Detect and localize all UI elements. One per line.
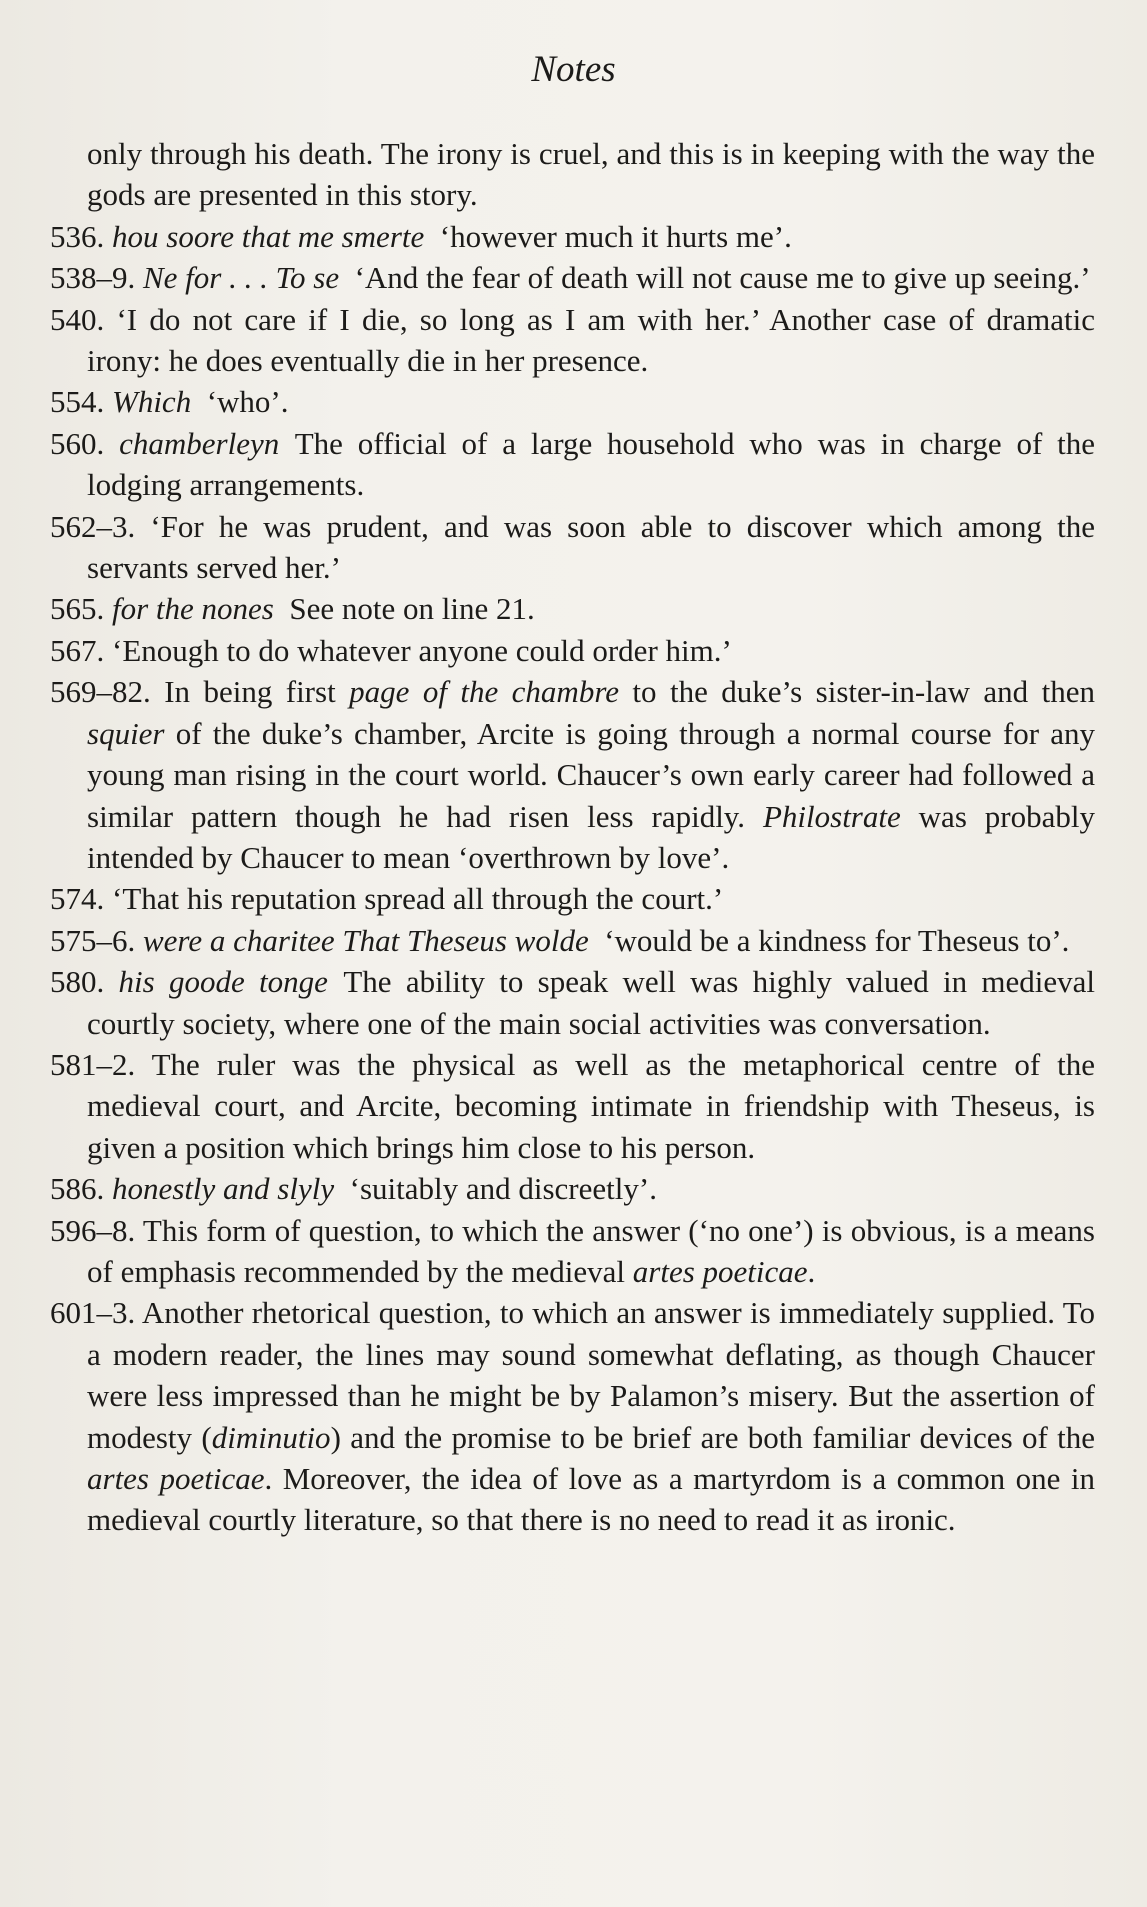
note-gloss: ‘suitably and discreetly’. xyxy=(349,1171,657,1207)
note-lemma: for the nones xyxy=(112,591,274,627)
note-line-number: 596–8. xyxy=(50,1212,136,1248)
note-entry xyxy=(50,423,1095,506)
note-gloss: ‘For he was prudent, and was soon able to discover which among the servants served her.’ xyxy=(87,508,1095,586)
note-line-number: 536. xyxy=(50,218,105,254)
note-entry xyxy=(50,961,1095,1044)
note-lemma: his goode tonge xyxy=(118,964,328,1000)
note-line-number: 580. xyxy=(50,964,105,1000)
note-entry xyxy=(50,878,1095,919)
note-line-number: 601–3. xyxy=(50,1295,136,1331)
note-entry xyxy=(50,1044,1095,1168)
note-gloss: The ruler was the physical as well as the metaphorical centre of the medieval court, and Arcite, becoming intimate in friendship with Theseus, is given a position which brings him close to his person. xyxy=(87,1046,1095,1165)
note-text: . xyxy=(807,1253,816,1289)
note-entry xyxy=(50,506,1095,589)
note-entry xyxy=(50,216,1095,257)
note-line-number: 575–6. xyxy=(50,922,136,958)
note-entry xyxy=(50,1292,1095,1540)
note-entry xyxy=(50,920,1095,961)
note-line-number: 562–3. xyxy=(50,508,136,544)
note-gloss: ‘however much it hurts me’. xyxy=(439,218,792,254)
note-line-number: 586. xyxy=(50,1171,105,1207)
note-italic-term: diminutio xyxy=(211,1419,331,1455)
note-line-number: 540. xyxy=(50,301,105,337)
note-italic-term: squier xyxy=(87,715,165,751)
note-entry xyxy=(50,257,1095,298)
note-lemma: Which xyxy=(112,384,192,420)
notes-body xyxy=(50,133,1095,1541)
note-line-number: 560. xyxy=(50,425,105,461)
note-text: Another rhetorical question, to which an answer is immediately supplied. To a modern reader, the lines may sound somewhat deflating, as though Chaucer were less impressed than he might be by Palamon’s misery. But the assertion of modesty ( xyxy=(87,1295,1095,1455)
note-entry xyxy=(50,1210,1095,1293)
note-italic-term: artes poeticae xyxy=(632,1253,808,1289)
note-gloss: The ability to speak well was highly valued in medieval courtly society, where one of the main social activities was conversation. xyxy=(87,964,1095,1041)
note-line-number: 554. xyxy=(50,384,105,420)
note-italic-term: Philostrate xyxy=(762,798,901,834)
note-entry xyxy=(50,381,1095,422)
note-italic-term: artes poeticae xyxy=(87,1461,265,1496)
continuation-paragraph: only through his death. The irony is cruel, and this is in keeping with the way the gods are presented in this story. xyxy=(87,136,1095,213)
note-text: to the duke’s sister-in-law and then xyxy=(619,674,1095,710)
note-entry xyxy=(50,630,1095,671)
note-gloss: ‘That his reputation spread all through the court.’ xyxy=(112,881,724,917)
note-lemma: Ne for . . . To se xyxy=(143,260,340,296)
note-gloss: ‘I do not care if I die, so long as I am with her.’ Another case of dramatic irony: he does eventually die in her presence. xyxy=(87,301,1096,379)
note-text: In being first xyxy=(164,674,350,710)
note-entry xyxy=(50,1168,1095,1209)
note-gloss: ‘And the fear of death will not cause me to give up seeing.’ xyxy=(354,260,1091,296)
note-lemma: chamberleyn xyxy=(119,425,280,461)
note-gloss: ‘Enough to do whatever anyone could order him.’ xyxy=(112,632,732,668)
note-line-number: 574. xyxy=(50,881,105,917)
note-lemma: were a charitee That Theseus wolde xyxy=(143,922,589,958)
note-lemma: honestly and slyly xyxy=(112,1171,335,1207)
note-entry xyxy=(50,671,1095,878)
note-text: This form of question, to which the answer (‘no one’) is obvious, is a means of emphasis recommended by the medieval xyxy=(87,1212,1095,1289)
note-line-number: 569–82. xyxy=(50,674,151,710)
note-gloss: The official of a large household who was in charge of the lodging arrangements. xyxy=(87,425,1096,503)
note-entry xyxy=(50,588,1095,629)
running-head: Notes xyxy=(531,49,616,90)
note-line-number: 581–2. xyxy=(50,1046,136,1082)
note-entry xyxy=(50,299,1095,382)
note-gloss: See note on line 21. xyxy=(289,591,535,627)
note-text: was probably intended by Chaucer to mean ‘overthrown by love’. xyxy=(87,798,1095,875)
note-line-number: 565. xyxy=(50,591,105,627)
note-text: . Moreover, the idea of love as a martyrdom is a common one in medieval courtly literature, so that there is no need to read it as ironic. xyxy=(87,1461,1095,1538)
note-text: of the duke’s chamber, Arcite is going through a normal course for any young man rising in the court world. Chaucer’s own early career had followed a similar pattern though he had risen less rapidly. xyxy=(87,715,1095,834)
note-line-number: 538–9. xyxy=(50,260,136,296)
note-lemma: hou soore that me smerte xyxy=(112,218,425,254)
note-gloss: ‘who’. xyxy=(206,384,289,420)
note-line-number: 567. xyxy=(50,632,105,668)
note-italic-term: page of the chambre xyxy=(349,674,619,710)
note-gloss: ‘would be a kindness for Theseus to’. xyxy=(604,922,1070,958)
note-text: ) and the promise to be brief are both familiar devices of the xyxy=(330,1419,1095,1455)
notes-list xyxy=(50,216,1095,1541)
